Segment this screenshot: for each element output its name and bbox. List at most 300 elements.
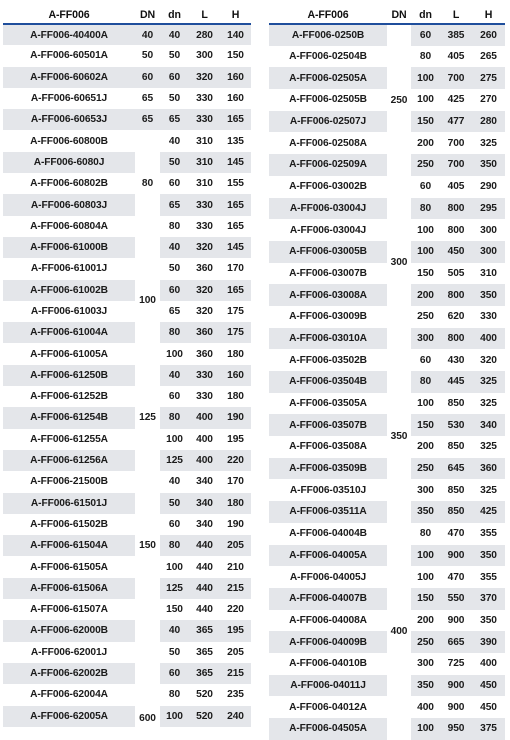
- cell-code: A-FF006-61000B: [3, 237, 135, 258]
- table-row: [3, 343, 251, 364]
- cell-length: 900: [440, 545, 472, 567]
- cell-height: 370: [472, 588, 505, 610]
- cell-height: 190: [227, 518, 244, 530]
- table-row: [3, 599, 251, 620]
- cell-code: A-FF006-04010B: [289, 658, 367, 670]
- cell-height: 190: [220, 407, 251, 428]
- cell-dn: 60: [419, 181, 432, 193]
- cell-length: 330: [196, 391, 213, 403]
- cell-dn: 60: [411, 24, 440, 46]
- cell-dn: 50: [160, 493, 189, 514]
- cell-length: 445: [440, 371, 472, 393]
- cell-code: A-FF006-61506A: [3, 578, 135, 599]
- cell-height: 330: [480, 311, 497, 323]
- cell-length: 850: [440, 501, 472, 523]
- cell-code: A-FF006-60653J: [3, 109, 135, 130]
- table-row: [269, 176, 505, 198]
- cell-code: A-FF006-61002B: [3, 280, 135, 301]
- cell-length: 800: [440, 328, 472, 350]
- table-row: [3, 130, 251, 151]
- cell-code: A-FF006-03009B: [289, 311, 367, 323]
- cell-dn: 300: [417, 658, 434, 670]
- cell-length: 440: [196, 561, 213, 573]
- cell-height: 180: [227, 348, 244, 360]
- cell-length: 330: [189, 194, 220, 215]
- cell-dn: 65: [160, 109, 189, 130]
- cell-height: 325: [480, 398, 497, 410]
- cell-height: 145: [220, 237, 251, 258]
- cell-dn-group: 100: [135, 237, 160, 365]
- cell-dn: 300: [411, 328, 440, 350]
- cell-height: 205: [227, 646, 244, 658]
- cell-dn-group: 40: [135, 24, 160, 45]
- cell-height: 350: [472, 545, 505, 567]
- cell-length: 850: [447, 441, 465, 453]
- cell-dn: 150: [411, 111, 440, 133]
- cell-code: A-FF006-61256A: [3, 450, 135, 471]
- cell-height: 215: [220, 663, 251, 684]
- table-row: [3, 706, 251, 727]
- cell-dn: 400: [417, 701, 434, 713]
- cell-dn: 250: [417, 311, 434, 323]
- cell-code: A-FF006-03004J: [269, 198, 387, 220]
- cell-dn: 40: [160, 237, 189, 258]
- cell-length: 340: [189, 493, 220, 514]
- cell-height: 215: [220, 578, 251, 599]
- table-row: [3, 535, 251, 556]
- cell-code: A-FF006-60501A: [30, 50, 108, 62]
- cell-dn: 80: [411, 198, 440, 220]
- table-row: [3, 322, 251, 343]
- cell-code: A-FF006-61252B: [30, 391, 108, 403]
- cell-dn: 100: [417, 398, 434, 410]
- cell-dn: 50: [168, 50, 181, 62]
- table-row: [3, 237, 251, 258]
- table-row: [269, 24, 505, 46]
- cell-code: A-FF006-60602A: [3, 67, 135, 88]
- table-row: [3, 88, 251, 109]
- cell-length: 385: [440, 24, 472, 46]
- cell-code: A-FF006-04005A: [269, 545, 387, 567]
- cell-code: A-FF006-02507J: [269, 111, 387, 133]
- cell-length: 360: [196, 263, 213, 275]
- table-row: [3, 67, 251, 88]
- cell-length: 450: [440, 241, 472, 263]
- cell-code: A-FF006-61504A: [3, 535, 135, 556]
- cell-dn: 60: [160, 67, 189, 88]
- cell-height: 220: [220, 450, 251, 471]
- cell-code: A-FF006-61003J: [30, 306, 108, 317]
- cell-dn: 150: [417, 267, 434, 279]
- cell-length: 280: [189, 24, 220, 45]
- cell-code: A-FF006-04008A: [289, 614, 367, 626]
- cell-height: 205: [220, 535, 251, 556]
- cell-dn: 60: [160, 663, 189, 684]
- cell-code: A-FF006-40400A: [3, 24, 135, 45]
- cell-dn: 200: [417, 614, 434, 626]
- cell-height: 325: [472, 371, 505, 393]
- cell-height: 150: [227, 50, 244, 62]
- cell-dn: 60: [419, 354, 432, 366]
- cell-height: 160: [227, 93, 244, 105]
- cell-height: 195: [227, 433, 244, 445]
- cell-code: A-FF006-03504B: [269, 371, 387, 393]
- header-code: A-FF006: [269, 6, 387, 24]
- cell-length: 320: [189, 280, 220, 301]
- spec-table-right: [269, 6, 505, 740]
- cell-dn-group: 400: [387, 523, 411, 740]
- cell-length: 320: [189, 237, 220, 258]
- table-row: [3, 429, 251, 450]
- cell-length: 400: [189, 450, 220, 471]
- cell-length: 850: [447, 484, 465, 496]
- cell-code: A-FF006-03508A: [289, 441, 367, 453]
- cell-dn: 250: [411, 154, 440, 176]
- cell-code: A-FF006-02509A: [269, 154, 387, 176]
- cell-height: 220: [227, 604, 244, 616]
- cell-dn-group: 600: [135, 620, 160, 726]
- cell-length: 477: [440, 111, 472, 133]
- cell-code: A-FF006-61507A: [30, 604, 108, 616]
- cell-height: 300: [480, 224, 497, 236]
- cell-dn: 60: [160, 280, 189, 301]
- cell-height: 450: [480, 701, 497, 713]
- cell-code: A-FF006-62001J: [30, 646, 108, 658]
- cell-dn: 125: [160, 578, 189, 599]
- table-row: [3, 514, 251, 535]
- cell-code: A-FF006-6080J: [3, 152, 135, 173]
- cell-length: 310: [189, 152, 220, 173]
- cell-height: 390: [472, 631, 505, 653]
- cell-height: 325: [480, 137, 497, 149]
- cell-code: A-FF006-03509B: [269, 458, 387, 480]
- cell-code: A-FF006-61005A: [30, 348, 108, 360]
- cell-length: 310: [196, 135, 213, 147]
- header-height: H: [220, 6, 251, 24]
- cell-code: A-FF006-04012A: [289, 701, 367, 713]
- cell-length: 365: [196, 646, 213, 658]
- cell-length: 700: [440, 154, 472, 176]
- table-row: [3, 24, 251, 45]
- cell-dn: 200: [417, 441, 434, 453]
- cell-dn: 350: [411, 675, 440, 697]
- cell-code: A-FF006-61001J: [30, 263, 108, 275]
- cell-length: 430: [447, 354, 465, 366]
- cell-dn: 40: [168, 476, 181, 488]
- cell-length: 440: [189, 535, 220, 556]
- cell-height: 355: [480, 528, 497, 540]
- table-row: [3, 258, 251, 279]
- cell-code: A-FF006-04505A: [269, 718, 387, 740]
- cell-dn: 100: [411, 718, 440, 740]
- cell-height: 295: [472, 198, 505, 220]
- table-row: [3, 194, 251, 215]
- cell-code: A-FF006-03502B: [289, 354, 367, 366]
- cell-length: 800: [440, 198, 472, 220]
- table-row: [3, 556, 251, 577]
- table-row: [3, 620, 251, 641]
- cell-code: A-FF006-03008A: [269, 284, 387, 306]
- cell-dn: 100: [166, 348, 183, 360]
- spec-table-left: [3, 6, 251, 727]
- cell-code: A-FF006-61505A: [30, 561, 108, 573]
- table-row: [3, 365, 251, 386]
- cell-dn: 150: [411, 414, 440, 436]
- cell-dn-group: 125: [135, 365, 160, 471]
- cell-height: 325: [480, 484, 497, 496]
- cell-dn: 200: [417, 137, 434, 149]
- cell-code: A-FF006-02505A: [269, 67, 387, 89]
- cell-code: A-FF006-03002B: [289, 181, 367, 193]
- cell-height: 350: [472, 284, 505, 306]
- header-code: A-FF006: [3, 6, 135, 24]
- cell-dn: 250: [411, 458, 440, 480]
- cell-dn: 40: [160, 620, 189, 641]
- cell-height: 400: [480, 658, 497, 670]
- cell-height: 135: [227, 135, 244, 147]
- cell-length: 505: [447, 267, 465, 279]
- cell-code: A-FF006-62005A: [3, 706, 135, 727]
- table-row: [3, 471, 251, 492]
- cell-dn: 200: [411, 284, 440, 306]
- cell-dn: 50: [160, 152, 189, 173]
- cell-height: 175: [220, 322, 251, 343]
- cell-length: 330: [196, 93, 213, 105]
- cell-length: 645: [440, 458, 472, 480]
- cell-height: 165: [220, 280, 251, 301]
- table-row: [3, 493, 251, 514]
- cell-height: 320: [480, 354, 497, 366]
- cell-height: 275: [472, 67, 505, 89]
- cell-code: A-FF006-03007B: [289, 267, 367, 279]
- table-row: [3, 386, 251, 407]
- table-row: [3, 280, 251, 301]
- cell-length: 405: [447, 51, 465, 63]
- table-row: [3, 642, 251, 663]
- cell-length: 470: [447, 528, 465, 540]
- cell-length: 800: [440, 284, 472, 306]
- header-dn-inner: dn: [160, 6, 189, 24]
- cell-dn: 100: [411, 545, 440, 567]
- cell-code: A-FF006-02504B: [289, 51, 367, 63]
- cell-length: 550: [440, 588, 472, 610]
- cell-dn: 100: [417, 94, 434, 106]
- cell-dn-group: 250: [387, 24, 411, 176]
- cell-height: 195: [220, 620, 251, 641]
- cell-length: 405: [447, 181, 465, 193]
- cell-dn-group: 350: [387, 349, 411, 523]
- cell-length: 360: [196, 348, 213, 360]
- cell-dn: 80: [168, 689, 181, 701]
- cell-length: 900: [440, 675, 472, 697]
- cell-code: A-FF006-03004J: [289, 224, 367, 236]
- cell-dn-group: 65: [135, 109, 160, 130]
- cell-height: 170: [227, 263, 244, 275]
- cell-length: 850: [447, 398, 465, 410]
- cell-height: 210: [227, 561, 244, 573]
- cell-length: 440: [196, 604, 213, 616]
- cell-code: A-FF006-60803J: [3, 194, 135, 215]
- cell-height: 165: [220, 194, 251, 215]
- cell-length: 340: [196, 518, 213, 530]
- cell-dn-group: 65: [141, 93, 154, 105]
- cell-code: A-FF006-03511A: [269, 501, 387, 523]
- cell-height: 265: [480, 51, 497, 63]
- cell-height: 140: [220, 24, 251, 45]
- cell-code: A-FF006-03510J: [289, 484, 367, 496]
- cell-code: A-FF006-03010A: [269, 328, 387, 350]
- cell-length: 530: [440, 414, 472, 436]
- cell-dn: 350: [411, 501, 440, 523]
- cell-dn: 80: [419, 528, 432, 540]
- cell-dn-group: 80: [135, 130, 160, 236]
- cell-length: 320: [189, 67, 220, 88]
- cell-length: 330: [196, 220, 213, 232]
- cell-length: 900: [447, 701, 465, 713]
- cell-height: 160: [220, 67, 251, 88]
- cell-dn: 100: [166, 561, 183, 573]
- cell-dn: 80: [160, 322, 189, 343]
- header-dn-outer: DN: [387, 6, 411, 24]
- cell-length: 360: [189, 322, 220, 343]
- cell-length: 900: [447, 614, 465, 626]
- cell-code: A-FF006-03005B: [269, 241, 387, 263]
- cell-length: 700: [447, 137, 465, 149]
- cell-length: 310: [196, 178, 213, 190]
- cell-dn: 60: [168, 518, 181, 530]
- cell-code: A-FF006-61004A: [3, 322, 135, 343]
- cell-height: 290: [480, 181, 497, 193]
- cell-height: 165: [220, 109, 251, 130]
- cell-length: 365: [189, 620, 220, 641]
- cell-height: 310: [480, 267, 497, 279]
- cell-dn-group: 50: [141, 50, 154, 62]
- cell-length: 520: [196, 689, 213, 701]
- cell-length: 400: [189, 407, 220, 428]
- cell-dn: 125: [160, 450, 189, 471]
- cell-code: A-FF006-03505A: [289, 398, 367, 410]
- cell-length: 320: [196, 306, 213, 317]
- cell-code: A-FF006-60800B: [30, 135, 108, 147]
- cell-code: A-FF006-0250B: [269, 24, 387, 46]
- cell-dn-group: 60: [135, 67, 160, 88]
- cell-length: 330: [189, 365, 220, 386]
- cell-height: 170: [227, 476, 244, 488]
- table-row: [3, 407, 251, 428]
- table-row: [3, 578, 251, 599]
- cell-code: A-FF006-04011J: [269, 675, 387, 697]
- cell-length: 330: [189, 109, 220, 130]
- cell-height: 180: [220, 493, 251, 514]
- cell-dn: 80: [160, 407, 189, 428]
- cell-code: A-FF006-61254B: [3, 407, 135, 428]
- table-row: [3, 684, 251, 705]
- cell-dn: 100: [417, 224, 434, 236]
- cell-dn: 65: [168, 306, 181, 317]
- cell-dn: 60: [168, 391, 181, 403]
- cell-dn: 40: [160, 365, 189, 386]
- cell-code: A-FF006-62002B: [3, 663, 135, 684]
- cell-dn: 100: [160, 706, 189, 727]
- table-row: [3, 301, 251, 322]
- cell-code: A-FF006-61502B: [30, 518, 108, 530]
- cell-length: 300: [196, 50, 213, 62]
- header-row: [3, 6, 251, 24]
- cell-dn: 50: [168, 93, 181, 105]
- table-row: [269, 349, 505, 371]
- cell-length: 700: [440, 67, 472, 89]
- cell-dn: 80: [160, 535, 189, 556]
- cell-height: 165: [227, 220, 244, 232]
- header-dn-outer: DN: [135, 6, 160, 24]
- cell-code: A-FF006-21500B: [30, 476, 108, 488]
- cell-dn: 150: [166, 604, 183, 616]
- cell-code: A-FF006-60802B: [30, 178, 108, 190]
- cell-length: 425: [447, 94, 465, 106]
- cell-code: A-FF006-61501J: [3, 493, 135, 514]
- cell-length: 520: [189, 706, 220, 727]
- cell-dn: 80: [411, 371, 440, 393]
- cell-height: 155: [227, 178, 244, 190]
- cell-height: 260: [472, 24, 505, 46]
- cell-height: 280: [472, 111, 505, 133]
- cell-length: 470: [447, 571, 465, 583]
- cell-dn-group: 300: [387, 176, 411, 350]
- cell-dn: 65: [160, 194, 189, 215]
- cell-code: A-FF006-04005J: [289, 571, 367, 583]
- cell-height: 270: [480, 94, 497, 106]
- table-row: [3, 450, 251, 471]
- cell-code: A-FF006-60651J: [30, 93, 108, 105]
- cell-dn: 40: [160, 24, 189, 45]
- cell-dn: 300: [417, 484, 434, 496]
- cell-dn: 40: [168, 135, 181, 147]
- cell-length: 620: [447, 311, 465, 323]
- cell-height: 175: [227, 306, 244, 317]
- cell-code: A-FF006-02505B: [289, 94, 367, 106]
- cell-code: A-FF006-03507B: [269, 414, 387, 436]
- cell-dn: 100: [411, 67, 440, 89]
- table-row: [3, 45, 251, 66]
- cell-dn: 250: [411, 631, 440, 653]
- cell-height: 240: [220, 706, 251, 727]
- table-row: [3, 152, 251, 173]
- cell-height: 340: [472, 414, 505, 436]
- cell-dn: 80: [419, 51, 432, 63]
- table-row: [3, 109, 251, 130]
- cell-length: 440: [189, 578, 220, 599]
- cell-dn: 100: [417, 571, 434, 583]
- cell-height: 360: [472, 458, 505, 480]
- cell-height: 350: [472, 154, 505, 176]
- cell-height: 450: [472, 675, 505, 697]
- cell-length: 400: [196, 433, 213, 445]
- table-row: [3, 663, 251, 684]
- cell-code: A-FF006-61250B: [3, 365, 135, 386]
- cell-code: A-FF006-04007B: [269, 588, 387, 610]
- cell-height: 160: [220, 365, 251, 386]
- cell-dn: 100: [166, 433, 183, 445]
- header-length: L: [189, 6, 220, 24]
- cell-length: 800: [447, 224, 465, 236]
- header-row: [269, 6, 505, 24]
- cell-dn: 150: [411, 588, 440, 610]
- cell-height: 375: [472, 718, 505, 740]
- header-length: L: [440, 6, 472, 24]
- cell-dn: 50: [168, 646, 181, 658]
- cell-height: 300: [472, 241, 505, 263]
- cell-height: 235: [227, 689, 244, 701]
